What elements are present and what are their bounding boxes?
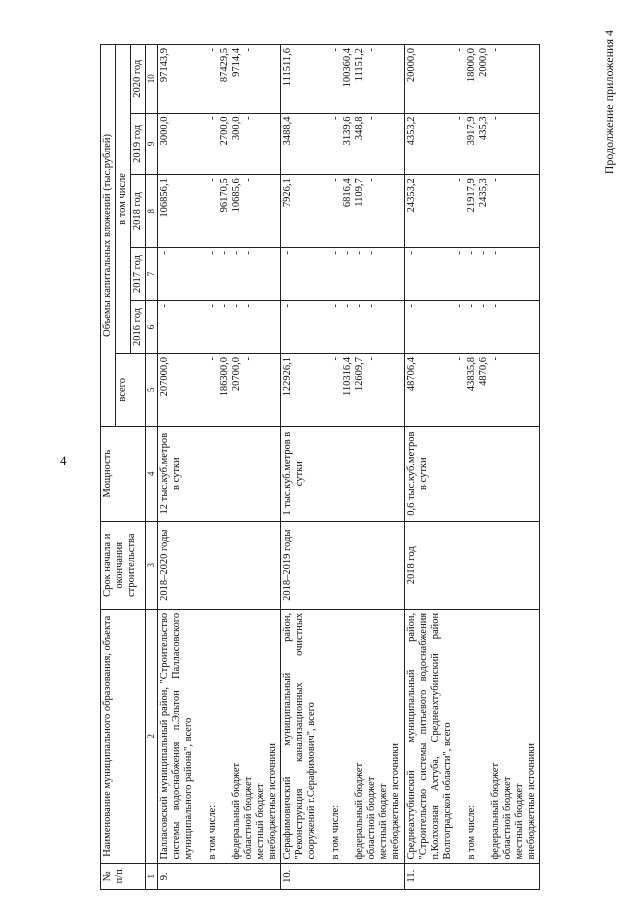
column-index-row: 1 2 3 4 5 6 7 8 9 10 <box>146 45 157 890</box>
funding-value: 348,8 <box>354 116 366 141</box>
spacer <box>171 357 183 423</box>
header-volumes: Объемы капитальных вложений (тыс.рублей) <box>101 45 116 427</box>
spacer <box>195 48 207 110</box>
spacer <box>454 613 466 860</box>
total-value: - <box>282 304 294 308</box>
spacer <box>306 251 318 297</box>
funding-value: - <box>453 356 465 361</box>
funding-value: - <box>330 178 342 182</box>
spacer <box>430 117 442 172</box>
funding-value: - <box>330 304 342 308</box>
funding-value: - <box>218 251 230 255</box>
value-cell <box>281 248 405 301</box>
funding-value: - <box>489 251 501 255</box>
funding-value: - <box>206 304 218 308</box>
funding-value: - <box>366 116 378 121</box>
spacer <box>442 304 454 350</box>
funding-value: - <box>489 116 501 121</box>
spacer <box>318 251 330 297</box>
value-cell <box>404 45 540 114</box>
funding-value: 186300,0 <box>218 356 230 397</box>
total-value: 207000,0 <box>158 356 170 397</box>
funding-value-list <box>454 357 502 423</box>
spacer <box>430 48 442 110</box>
spacer <box>183 357 195 423</box>
total-value: 106856,1 <box>158 178 170 218</box>
object-cell <box>157 609 281 863</box>
spacer <box>171 178 183 244</box>
header-2017: 2017 год <box>131 248 146 301</box>
funding-value: 100360,4 <box>342 48 354 88</box>
incl-label: в том числе: <box>330 804 342 860</box>
value-cell <box>157 45 281 114</box>
funding-value: - <box>465 251 477 255</box>
funding-value: - <box>218 304 230 308</box>
funding-value: - <box>242 178 254 182</box>
funding-value-list <box>454 117 502 172</box>
value-cell <box>157 113 281 175</box>
header-incl: в том числе <box>116 45 131 354</box>
funding-source-label: федеральный бюджет <box>489 762 501 860</box>
funding-value: 3917,9 <box>465 116 477 146</box>
funding-value-list <box>454 251 502 297</box>
funding-value: 21917,9 <box>465 178 477 213</box>
total-value: - <box>405 304 417 308</box>
spacer <box>418 48 430 110</box>
page-number: 4 <box>60 453 67 468</box>
funding-value: - <box>330 356 342 361</box>
table-row <box>404 45 540 890</box>
total-value: 111511,6 <box>282 48 294 87</box>
construction-period: 2018 год <box>404 521 540 609</box>
funding-value-list <box>207 357 255 423</box>
spacer <box>183 178 195 244</box>
spacer <box>318 48 330 110</box>
value-cell <box>404 175 540 248</box>
funding-value: - <box>206 356 218 361</box>
spacer <box>318 357 330 423</box>
spacer <box>318 613 330 860</box>
total-value: 97143,9 <box>158 48 170 83</box>
funding-value: 11151,2 <box>354 48 366 82</box>
funding-value: 96170,5 <box>218 178 230 213</box>
funding-value: - <box>366 48 378 52</box>
funding-source-label: областной бюджет <box>242 776 254 860</box>
funding-source-list <box>354 613 402 860</box>
funding-value: - <box>242 116 254 121</box>
funding-source-label: местный бюджет <box>513 783 525 860</box>
spacer <box>430 304 442 350</box>
funding-value: - <box>230 304 242 308</box>
total-value: - <box>158 251 170 255</box>
object-name: Среднеахтубинский муниципальный район, "Строительство системы питьевого водоснабжения п.Колхозная Ахтуба, Среднеахтубинский район Волгоградской области", всего <box>405 612 453 860</box>
funding-value: 6816,4 <box>342 178 354 208</box>
spacer <box>183 304 195 350</box>
funding-value: - <box>330 116 342 121</box>
funding-value-list <box>207 48 255 110</box>
funding-value: 300,0 <box>230 116 242 141</box>
spacer <box>306 117 318 172</box>
spacer <box>306 357 318 423</box>
funding-value-list <box>330 48 378 110</box>
funding-source-list <box>490 613 538 860</box>
funding-value: - <box>453 251 465 255</box>
row-number: 9. <box>157 863 281 889</box>
header-capacity: Мощность <box>101 426 146 521</box>
funding-source-label: федеральный бюджет <box>354 762 366 860</box>
funding-value: - <box>242 356 254 361</box>
spacer <box>294 251 306 297</box>
total-value: 122926,1 <box>282 356 294 397</box>
funding-value: 1109,7 <box>354 178 366 207</box>
funding-value: - <box>206 251 218 255</box>
value-cell <box>157 353 281 426</box>
funding-value: - <box>465 304 477 308</box>
spacer <box>171 304 183 350</box>
funding-source-label: областной бюджет <box>501 776 513 860</box>
spacer <box>219 613 231 860</box>
table-row <box>157 45 281 890</box>
spacer <box>442 251 454 297</box>
funding-value: 2000,0 <box>477 48 489 77</box>
value-cell <box>281 301 405 354</box>
funding-value: 9714,4 <box>230 48 242 77</box>
funding-value: - <box>366 251 378 255</box>
spacer <box>418 117 430 172</box>
total-value: 24353,2 <box>405 178 417 213</box>
spacer <box>430 357 442 423</box>
construction-period: 2018–2020 годы <box>157 521 281 609</box>
spacer <box>195 357 207 423</box>
spacer <box>418 357 430 423</box>
spacer <box>306 304 318 350</box>
funding-value: 87429,5 <box>218 48 230 83</box>
spacer <box>442 117 454 172</box>
funding-source-label: местный бюджет <box>378 783 390 860</box>
object-name: Палласовский муниципальный район, "Строительство системы водоснабжения п.Эльтон Палласовского муниципального района", всего <box>158 612 194 860</box>
value-cell <box>281 45 405 114</box>
funding-value: - <box>366 356 378 361</box>
value-cell <box>281 113 405 175</box>
spacer <box>442 357 454 423</box>
spacer <box>195 251 207 297</box>
spacer <box>306 178 318 244</box>
spacer <box>294 117 306 172</box>
funding-value: - <box>489 48 501 52</box>
total-value: 4353,2 <box>405 116 417 146</box>
spacer <box>171 251 183 297</box>
total-value: 20000,0 <box>405 48 417 83</box>
header-2018: 2018 год <box>131 175 146 248</box>
spacer <box>342 613 354 860</box>
funding-value: - <box>366 178 378 182</box>
funding-source-label: местный бюджет <box>254 783 266 860</box>
spacer <box>195 613 207 860</box>
construction-period: 2018–2019 годы <box>281 521 405 609</box>
header-no: № п/п <box>101 863 146 889</box>
spacer <box>318 304 330 350</box>
row-number: 10. <box>281 863 405 889</box>
funding-value: - <box>453 178 465 182</box>
continuation-label: Продолжение приложения 4 <box>602 30 616 175</box>
header-period: Срок начала и окончания строительства <box>101 521 146 609</box>
value-cell <box>157 301 281 354</box>
total-value: 3488,4 <box>282 116 294 146</box>
spacer <box>183 251 195 297</box>
funding-value-list <box>330 117 378 172</box>
capacity: 0,6 тыс.куб.метров в сутки <box>404 426 540 521</box>
spacer <box>195 178 207 244</box>
row-number: 11. <box>404 863 540 889</box>
funding-value-list <box>330 251 378 297</box>
funding-value: - <box>242 304 254 308</box>
total-value: 48706,4 <box>405 356 417 392</box>
funding-value: 4870,6 <box>477 356 489 386</box>
funding-source-label: внебюджетные источники <box>526 743 538 860</box>
spacer <box>171 48 183 110</box>
funding-value-list <box>207 178 255 244</box>
total-value: 7926,1 <box>282 178 294 208</box>
funding-value-list <box>454 48 502 110</box>
total-value: - <box>282 251 294 255</box>
funding-value: - <box>242 48 254 52</box>
object-cell <box>404 609 540 863</box>
funding-source-label: областной бюджет <box>366 776 378 860</box>
spacer <box>430 251 442 297</box>
header-2019: 2019 год <box>131 113 146 175</box>
funding-value: 2700,0 <box>218 116 230 146</box>
funding-value: - <box>489 356 501 361</box>
funding-value: - <box>206 116 218 121</box>
value-cell <box>281 353 405 426</box>
funding-value: - <box>453 116 465 121</box>
spacer <box>418 304 430 350</box>
funding-value: - <box>206 178 218 182</box>
spacer <box>183 48 195 110</box>
header-total: всего <box>116 353 146 426</box>
table-row <box>281 45 405 890</box>
spacer <box>478 613 490 860</box>
funding-value-list <box>454 178 502 244</box>
spacer <box>294 357 306 423</box>
funding-value: - <box>242 251 254 255</box>
funding-value: - <box>330 251 342 255</box>
value-cell <box>281 175 405 248</box>
funding-value: - <box>354 251 366 255</box>
funding-value: - <box>342 251 354 255</box>
funding-value-list <box>330 304 378 350</box>
table-body <box>157 45 540 890</box>
header-2020: 2020 год <box>131 45 146 114</box>
total-value: 3000,0 <box>158 116 170 146</box>
spacer <box>418 251 430 297</box>
funding-value-list <box>330 178 378 244</box>
object-name: Серафимовичский муниципальный район, "Реконструкция канализационных очистных сооружений г.Серафимович", всего <box>282 612 318 860</box>
funding-value: - <box>453 48 465 52</box>
funding-value: - <box>489 178 501 182</box>
investment-table <box>100 44 540 890</box>
total-value: - <box>158 304 170 308</box>
investment-table-container <box>100 44 540 890</box>
total-value: - <box>405 251 417 255</box>
funding-value: 435,3 <box>477 116 489 141</box>
spacer <box>294 178 306 244</box>
incl-label: в том числе: <box>465 804 477 860</box>
spacer <box>318 117 330 172</box>
incl-label: в том числе: <box>206 804 218 860</box>
funding-value: - <box>477 304 489 308</box>
funding-value: 43835,8 <box>465 356 477 392</box>
header-2016: 2016 год <box>131 301 146 354</box>
spacer <box>294 48 306 110</box>
object-cell <box>281 609 405 863</box>
value-cell <box>157 175 281 248</box>
funding-source-label: внебюджетные источники <box>266 743 278 860</box>
funding-value: - <box>206 48 218 52</box>
funding-value: - <box>489 304 501 308</box>
header-name: Наименование муниципального образования, объекта <box>101 609 146 863</box>
value-cell <box>157 248 281 301</box>
funding-value-list <box>207 117 255 172</box>
funding-value: - <box>366 304 378 308</box>
spacer <box>183 117 195 172</box>
funding-value: 10685,6 <box>230 178 242 213</box>
funding-source-label: федеральный бюджет <box>230 762 242 860</box>
value-cell <box>404 353 540 426</box>
spacer <box>442 48 454 110</box>
spacer <box>418 178 430 244</box>
funding-value: - <box>330 48 342 52</box>
funding-value: - <box>477 251 489 255</box>
spacer <box>306 48 318 110</box>
capacity: 12 тыс.куб.метров в сутки <box>157 426 281 521</box>
spacer <box>318 178 330 244</box>
spacer <box>442 178 454 244</box>
funding-value: - <box>354 304 366 308</box>
funding-value-list <box>330 357 378 423</box>
funding-value: 18000,0 <box>465 48 477 83</box>
funding-value: - <box>342 304 354 308</box>
spacer <box>171 117 183 172</box>
funding-value-list <box>207 304 255 350</box>
funding-value: 20700,0 <box>230 356 242 392</box>
value-cell <box>404 248 540 301</box>
funding-source-list <box>231 613 279 860</box>
funding-value-list <box>454 304 502 350</box>
spacer <box>195 117 207 172</box>
value-cell <box>404 113 540 175</box>
spacer <box>195 304 207 350</box>
value-cell <box>404 301 540 354</box>
funding-value: 2435,3 <box>477 178 489 208</box>
capacity: 1 тыс.куб.метров в сутки <box>281 426 405 521</box>
spacer <box>430 178 442 244</box>
spacer <box>294 304 306 350</box>
funding-source-label: внебюджетные источники <box>390 743 402 860</box>
funding-value: 3139,6 <box>342 116 354 146</box>
funding-value: - <box>230 251 242 255</box>
funding-value-list <box>207 251 255 297</box>
funding-value: 110316,4 <box>342 356 354 396</box>
funding-value: 12609,7 <box>354 356 366 392</box>
funding-value: - <box>453 304 465 308</box>
